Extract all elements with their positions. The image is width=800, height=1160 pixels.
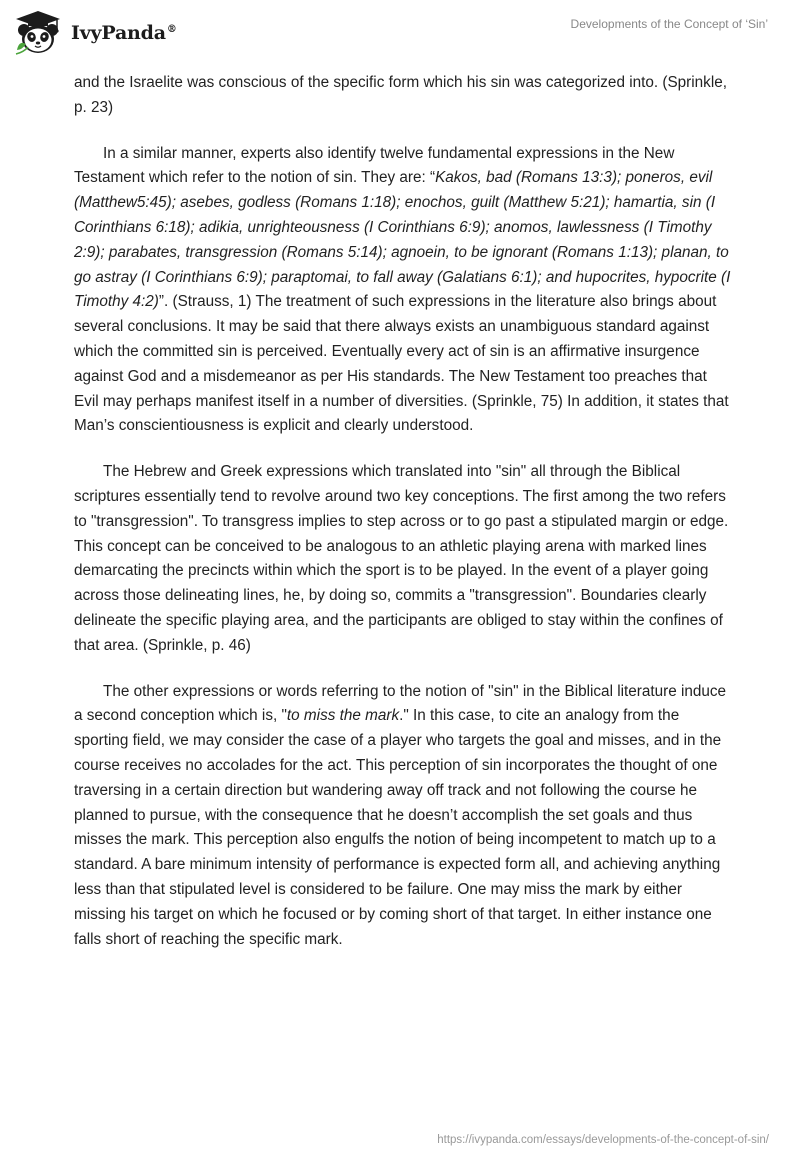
paragraph-2-intro: In a similar manner, experts also identify twelve fundamental expressions in the New Testament which refer to the notion of sin. They are: “ bbox=[74, 144, 675, 187]
paragraph-4 bbox=[74, 680, 732, 953]
source-url[interactable]: https://ivypanda.com/essays/developments-of-the-concept-of-sin/ bbox=[437, 1134, 769, 1146]
paragraph-2 bbox=[74, 142, 732, 440]
paragraph-2-rest: ”. (Strauss, 1) The treatment of such expressions in the literature also brings about several conclusions. It may be said that there always exists an unambiguous standard against which the committed sin is perceived. Eventually every act of sin is an affirmative insurgence against God and a misdemeanor as per His standards. The New Testament too preaches that Evil may perhaps manifest itself in a number of diversities. (Sprinkle, 75) In addition, it states that Man’s conscientiousness is explicit and clearly understood. bbox=[74, 293, 729, 435]
registered-mark: ® bbox=[166, 23, 177, 35]
essay-body bbox=[74, 71, 732, 973]
ivypanda-logo[interactable] bbox=[14, 10, 177, 56]
paragraph-4-intro: The other expressions or words referring to the notion of "sin" in the Biblical literature induce a second conception which is, " bbox=[74, 682, 727, 725]
paragraph-3: The Hebrew and Greek expressions which translated into "sin" all through the Biblical scriptures essentially tend to revolve around two key conceptions. The first among the two refers to "transgression". To transgress implies to step across or to go past a stipulated margin or edge. This concept can be conceived to be analogous to an athletic playing arena with marked lines demarcating the precincts within which the sport is to be played. In the event of a player going across those delineating lines, he, by doing so, commits a "transgression". Boundaries clearly delineate the specific playing area, and the participants are obliged to stay within the confines of that area. (Sprinkle, p. 46) bbox=[74, 463, 729, 654]
paragraph-4-rest: ." In this case, to cite an analogy from the sporting field, we may consider the case of a player who targets the goal and misses, and in the course receives no accolades for the act. This perception of sin incorporates the thought of one traversing in a certain direction but wandering away off track and not following the course he planned to pursue, with the consequence that he doesn’t accomplish the set goals and thus misses the mark. This perception also engulfs the notion of being incompetent to match up to a standard. A bare minimum intensity of performance is expected form all, and achieving anything less than that stipulated level is considered to be failure. One may miss the mark by either missing his target on which he focused or by coming short of that target. In either instance one falls short of reaching the specific mark. bbox=[74, 707, 722, 948]
brand-name: IvyPanda® bbox=[71, 22, 177, 44]
document-title: Developments of the Concept of ‘Sin’ bbox=[570, 17, 768, 31]
page-header bbox=[0, 0, 800, 66]
panda-graduate-icon bbox=[14, 10, 62, 56]
greek-expressions-quote: Kakos, bad (Romans 13:3); poneros, evil (Matthew5:45); asebes, godless (Romans 1:18); enochos, guilt (Matthew 5:21); hamartia, sin (I Corinthians 6:18); adikia, unrighteousness (I Corinthians 6:9); anomos, lawlessness (I Timothy 2:9); parabates, transgression (Romans 5:14); agnoein, to be ignorant (Romans 1:13); planan, to go astray (I Corinthians 6:9); paraptomai, to fall away (Galatians 6:1); and hupocrites, hypocrite (I Timothy 4:2) bbox=[74, 169, 731, 311]
miss-the-mark-phrase: to miss the mark bbox=[286, 707, 400, 725]
paragraph-1: and the Israelite was conscious of the specific form which his sin was categorized into. (Sprinkle, p. 23) bbox=[74, 74, 727, 116]
